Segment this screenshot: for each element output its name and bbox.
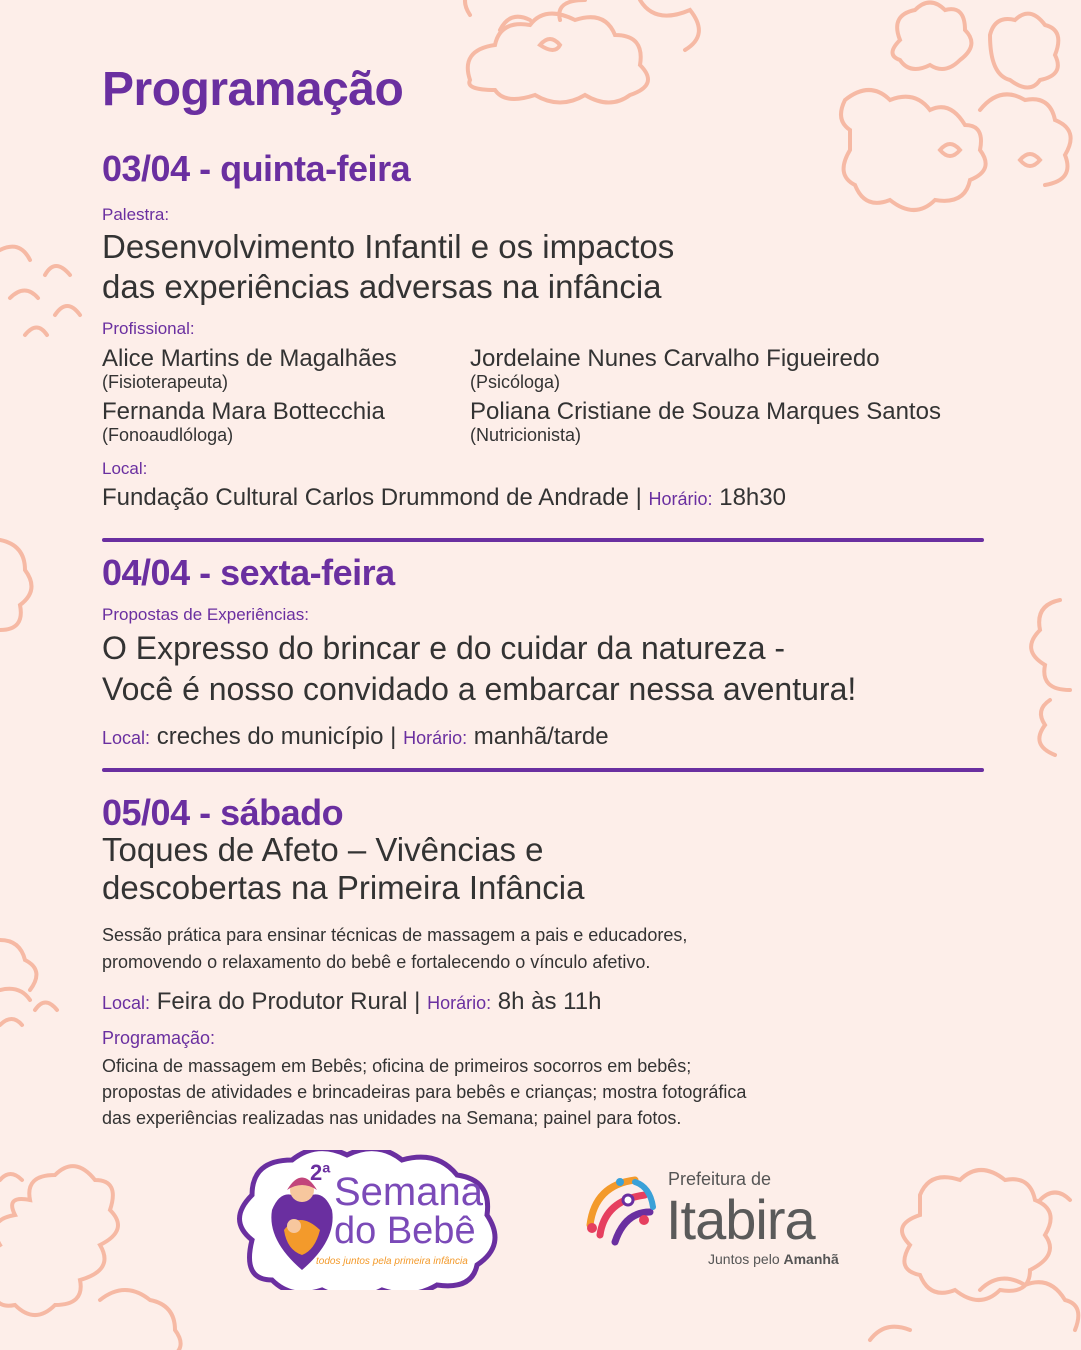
professional-role: (Fonoaudlóloga) bbox=[102, 425, 234, 445]
separator: | bbox=[390, 723, 397, 750]
prefeitura-itabira-logo bbox=[580, 1165, 860, 1275]
semana-ordinal: 2ª bbox=[310, 1160, 331, 1185]
day3-program-label: Programação: bbox=[102, 1028, 216, 1048]
day1-local-line bbox=[102, 484, 786, 512]
professional-name: Poliana Cristiane de Souza Marques Santos bbox=[470, 398, 941, 425]
itabira-slogan bbox=[708, 1251, 839, 1267]
time-value: manhã/tarde bbox=[473, 723, 609, 750]
day2-date: 04/04 - sexta-feira bbox=[102, 552, 395, 593]
time-value: 8h às 11h bbox=[497, 988, 602, 1015]
day3-program-line3: das experiências realizadas nas unidades na Semana; painel para fotos. bbox=[102, 1108, 682, 1128]
day3-description-line2: promovendo o relaxamento do bebê e fortalecendo o vínculo afetivo. bbox=[102, 952, 651, 972]
time-label: Horário: bbox=[403, 728, 468, 748]
local-value: creches do município bbox=[156, 723, 384, 750]
day2-local-line bbox=[102, 723, 609, 751]
semana-tagline: todos juntos pela primeira infância bbox=[316, 1256, 468, 1267]
page-title: Programação bbox=[102, 63, 404, 116]
time-label: Horário: bbox=[427, 993, 492, 1013]
local-value: Fundação Cultural Carlos Drummond de Andrade bbox=[102, 484, 629, 511]
professional-name: Jordelaine Nunes Carvalho Figueiredo bbox=[470, 345, 880, 372]
professional-role: (Psicóloga) bbox=[470, 372, 561, 392]
day1-talk-line1: Desenvolvimento Infantil e os impactos bbox=[102, 228, 675, 265]
semana-word: Semana bbox=[334, 1170, 483, 1214]
day2-line1: O Expresso do brincar e do cuidar da natureza - bbox=[102, 630, 786, 666]
day1-type-label: Palestra: bbox=[102, 205, 170, 224]
day3-date: 05/04 - sábado bbox=[102, 792, 344, 833]
professional-role: (Fisioterapeuta) bbox=[102, 372, 229, 392]
prefeitura-label: Prefeitura de bbox=[668, 1169, 772, 1189]
day1-local-label: Local: bbox=[102, 459, 148, 478]
slogan-prefix: Juntos pelo bbox=[708, 1251, 780, 1267]
day3-program-line2: propostas de atividades e brincadeiras para bebês e crianças; mostra fotográfica bbox=[102, 1082, 747, 1102]
semana-do-bebe-logo bbox=[232, 1150, 504, 1290]
itabira-emblem-icon bbox=[580, 1170, 660, 1250]
day3-line1: Toques de Afeto – Vivências e bbox=[102, 831, 544, 868]
professional-name: Alice Martins de Magalhães bbox=[102, 345, 397, 372]
day1-talk-line2: das experiências adversas na infância bbox=[102, 268, 662, 305]
section-divider bbox=[102, 768, 984, 772]
time-value: 18h30 bbox=[719, 484, 786, 511]
local-label: Local: bbox=[102, 993, 151, 1013]
bebe-word: do Bebê bbox=[334, 1210, 476, 1252]
separator: | bbox=[414, 988, 421, 1015]
day3-local-line bbox=[102, 988, 601, 1016]
local-label: Local: bbox=[102, 728, 151, 748]
day2-type-label: Propostas de Experiências: bbox=[102, 605, 309, 624]
section-divider bbox=[102, 538, 984, 542]
local-value: Feira do Produtor Rural bbox=[156, 988, 408, 1015]
day1-date: 03/04 - quinta-feira bbox=[102, 148, 411, 189]
day3-description-line1: Sessão prática para ensinar técnicas de massagem a pais e educadores, bbox=[102, 925, 688, 945]
day3-program-line1: Oficina de massagem em Bebês; oficina de primeiros socorros em bebês; bbox=[102, 1056, 692, 1076]
professional-role: (Nutricionista) bbox=[470, 425, 582, 445]
itabira-name: Itabira bbox=[666, 1188, 815, 1251]
day2-line2: Você é nosso convidado a embarcar nessa aventura! bbox=[102, 671, 857, 707]
day3-line2: descobertas na Primeira Infância bbox=[102, 869, 585, 906]
day1-professional-label: Profissional: bbox=[102, 319, 195, 338]
separator: | bbox=[635, 484, 642, 511]
time-label: Horário: bbox=[648, 489, 713, 509]
slogan-bold: Amanhã bbox=[783, 1251, 839, 1267]
professional-name: Fernanda Mara Bottecchia bbox=[102, 398, 385, 425]
